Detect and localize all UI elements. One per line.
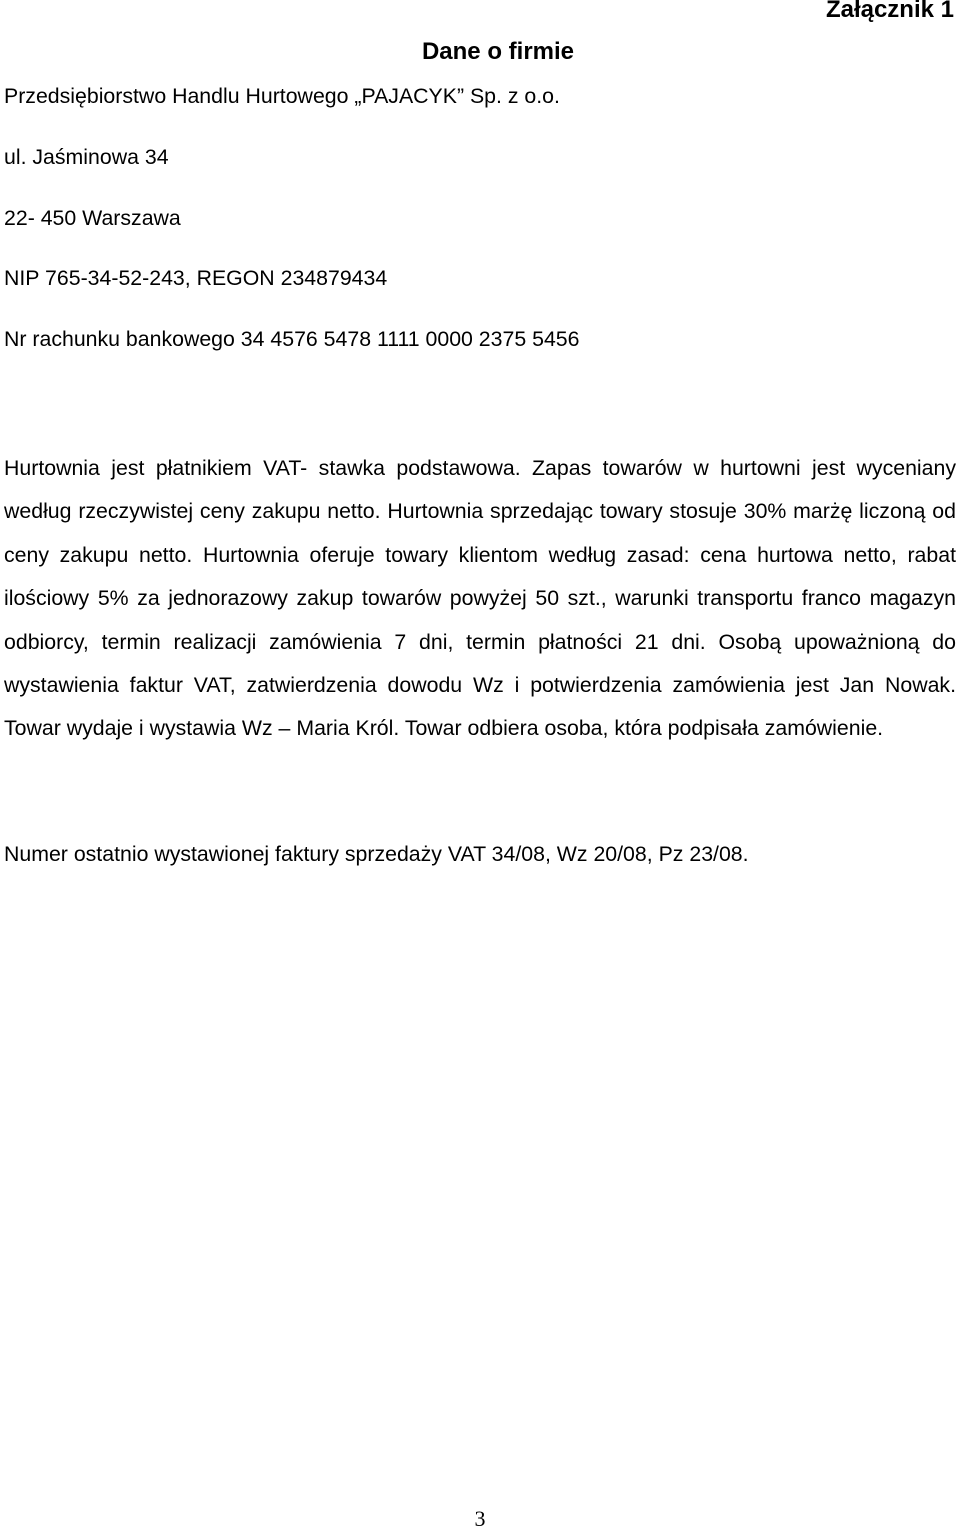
company-tax-ids: NIP 765-34-52-243, REGON 234879434 xyxy=(4,266,388,290)
company-bank-account: Nr rachunku bankowego 34 4576 5478 1111 0000 2375 5456 xyxy=(4,327,580,351)
page-number: 3 xyxy=(474,1506,486,1531)
company-city: 22- 450 Warszawa xyxy=(4,206,181,230)
page-title: Dane o firmie xyxy=(421,38,575,65)
last-document-numbers: Numer ostatnio wystawionej faktury sprzedaży VAT 34/08, Wz 20/08, Pz 23/08. xyxy=(4,842,749,866)
company-name: Przedsiębiorstwo Handlu Hurtowego „PAJACYK” Sp. z o.o. xyxy=(4,84,560,108)
annex-label: Załącznik 1 xyxy=(825,0,954,23)
company-street: ul. Jaśminowa 34 xyxy=(4,145,169,169)
company-description: Hurtownia jest płatnikiem VAT- stawka podstawowa. Zapas towarów w hurtowni jest wyceniany według rzeczywistej ceny zakupu netto. Hurtownia sprzedając towary stosuje 30% marżę liczoną od ceny zakupu netto. Hurtownia oferuje towary klientom według zasad: cena hurtowa netto, rabat ilościowy 5% za jednorazowy zakup towarów powyżej 50 szt., warunki transportu franco magazyn odbiorcy, termin realizacji zamówienia 7 dni, termin płatności 21 dni. Osobą upoważnioną do wystawienia faktur VAT, zatwierdzenia dowodu Wz i potwierdzenia zamówienia jest Jan Nowak. Towar wydaje i wystawia Wz – Maria Król. Towar odbiera osoba, która podpisała zamówienie. xyxy=(4,456,956,741)
